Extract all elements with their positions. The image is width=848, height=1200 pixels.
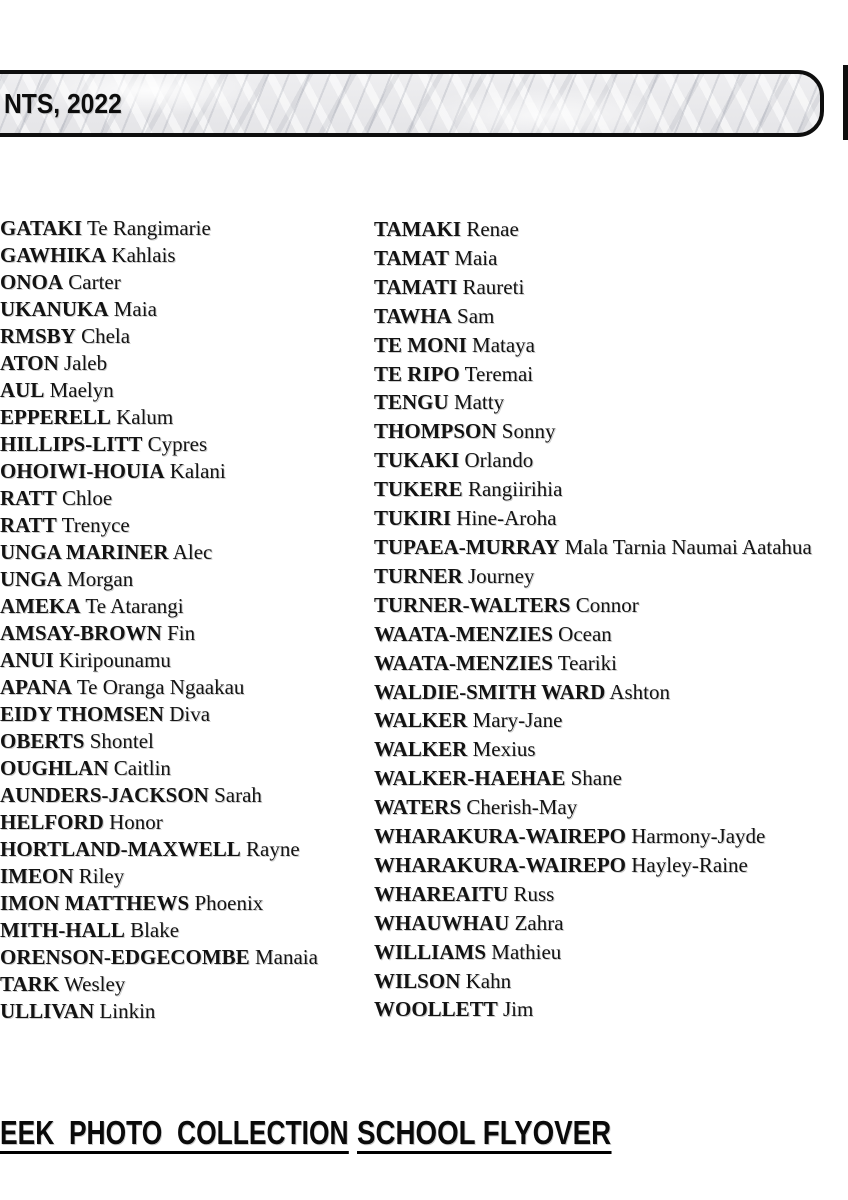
student-surname: WHAUWHAU [374,910,510,935]
student-entry [374,909,848,938]
student-given-name: Journey [467,563,535,588]
student-entry [0,647,372,674]
student-surname: THOMPSON [374,419,497,444]
student-surname: TENGU [374,390,449,415]
student-surname: WHARAKURA-WAIREPO [374,824,626,849]
student-given-name: Cypres [147,432,208,456]
student-entry [374,504,848,533]
student-surname: TAMATI [374,274,458,299]
student-given-name: Rayne [246,837,300,861]
student-surname: HORTLAND-MAXWELL [0,837,241,861]
student-surname: WALDIE-SMITH WARD [374,679,606,704]
student-entry [374,215,848,244]
student-given-name: Trenyce [61,513,130,537]
student-surname: EPPERELL [0,405,111,429]
student-surname: WHARAKURA-WAIREPO [374,852,626,877]
student-entry [374,793,848,822]
student-entry [0,809,372,836]
student-given-name: Connor [575,592,639,617]
student-entry [374,244,848,273]
student-entry [374,331,848,360]
student-entry [0,755,372,782]
student-entry [0,377,372,404]
student-given-name: Maia [454,245,498,270]
student-entry [0,242,372,269]
student-given-name: Carter [68,270,121,294]
student-entry [374,649,848,678]
student-surname: TUPAEA-MURRAY [374,534,560,559]
student-given-name: Kiripounamu [58,648,171,672]
student-given-name: Chela [81,324,131,348]
student-surname: GAWHIKA [0,243,107,267]
student-entry [0,593,372,620]
student-surname: ANUI [0,648,54,672]
student-given-name: Mataya [472,332,535,357]
student-surname: IMEON [0,864,74,888]
student-entry [374,446,848,475]
header-banner [0,70,824,137]
student-given-name: Teariki [557,650,617,675]
student-given-name: Blake [130,918,180,942]
student-given-name: Teremai [464,361,534,386]
student-given-name: Alec [172,540,213,564]
student-entry [374,880,848,909]
student-given-name: Mary-Jane [472,708,563,733]
student-surname: AUL [0,378,45,402]
student-surname: WATERS [374,795,462,820]
student-given-name: Te Atarangi [85,594,184,618]
footer-heading-school-flyover: SCHOOL FLYOVER [357,1116,611,1154]
student-surname: AUNDERS-JACKSON [0,783,209,807]
student-entry [0,620,372,647]
student-given-name: Maelyn [49,378,114,402]
student-given-name: Honor [109,810,163,834]
student-given-name: Sonny [501,419,556,444]
student-surname: ORENSON-EDGECOMBE [0,945,250,969]
student-entry [374,388,848,417]
student-list-left [0,215,372,1025]
student-given-name: Te Rangimarie [86,216,211,240]
student-given-name: Diva [169,702,211,726]
student-entry [0,512,372,539]
student-entry [0,431,372,458]
student-entry [0,674,372,701]
banner-title: NTS, 2022 [4,87,122,119]
student-surname: TURNER-WALTERS [374,592,571,617]
student-surname: WALKER-HAEHAE [374,766,566,791]
student-surname: WILSON [374,968,461,993]
student-entry [374,967,848,996]
student-entry [0,782,372,809]
student-surname: WILLIAMS [374,939,487,964]
student-entry [374,533,848,562]
student-surname: WHAREAITU [374,881,509,906]
student-entry [374,562,848,591]
student-given-name: Hine-Aroha [456,506,557,531]
student-given-name: Kalum [116,405,174,429]
student-given-name: Shontel [89,729,154,753]
student-surname: WAATA-MENZIES [374,650,553,675]
student-entry [374,475,848,504]
student-given-name: Morgan [67,567,134,591]
student-surname: HILLIPS-LITT [0,432,143,456]
student-given-name: Riley [78,864,125,888]
student-surname: TAMAKI [374,217,462,241]
student-surname: RATT [0,513,57,537]
student-entry [374,591,848,620]
student-given-name: Phoenix [194,891,264,915]
student-given-name: Sam [457,303,495,328]
student-entry [0,350,372,377]
student-surname: TARK [0,972,60,996]
student-surname: WALKER [374,708,468,733]
student-surname: MITH-HALL [0,918,125,942]
student-entry [0,458,372,485]
student-entry [374,822,848,851]
student-given-name: Maia [113,297,157,321]
student-surname: HELFORD [0,810,104,834]
student-entry [0,971,372,998]
student-given-name: Jaleb [63,351,108,375]
student-given-name: Wesley [64,972,126,996]
student-given-name: Caitlin [113,756,171,780]
student-given-name: Mala Tarnia Naumai Aatahua [564,534,812,559]
student-surname: ATON [0,351,59,375]
student-given-name: Fin [167,621,196,645]
student-given-name: Linkin [99,999,156,1023]
student-entry [0,296,372,323]
student-given-name: Hayley-Raine [631,852,748,877]
student-given-name: Zahra [514,910,564,935]
student-entry [374,735,848,764]
student-entry [0,863,372,890]
student-entry [374,273,848,302]
student-given-name: Chloe [62,486,113,510]
student-surname: WALKER [374,737,468,762]
student-given-name: Shane [570,766,622,791]
student-given-name: Mathieu [491,939,562,964]
student-entry [374,938,848,967]
student-surname: RATT [0,486,57,510]
student-surname: UNGA MARINER [0,540,169,564]
student-surname: ULLIVAN [0,999,95,1023]
student-given-name: Cherish-May [466,795,578,820]
student-entry [0,890,372,917]
student-entry [374,302,848,331]
student-entry [374,706,848,735]
student-entry [0,539,372,566]
student-given-name: Kahlais [111,243,176,267]
student-given-name: Harmony-Jayde [631,824,766,849]
student-surname: TUKERE [374,477,463,502]
student-surname: APANA [0,675,72,699]
student-entry [0,215,372,242]
student-entry [0,269,372,296]
student-surname: UNGA [0,567,62,591]
student-given-name: Russ [513,881,555,906]
student-entry [0,998,372,1025]
student-entry [374,360,848,389]
student-list-right [374,215,848,1024]
student-surname: OHOIWI-HOUIA [0,459,165,483]
student-entry [0,917,372,944]
student-given-name: Ashton [609,679,671,704]
student-surname: GATAKI [0,216,83,240]
student-given-name: Jim [502,997,534,1022]
student-surname: UKANUKA [0,297,109,321]
student-surname: WOOLLETT [374,997,498,1022]
student-given-name: Manaia [254,945,318,969]
student-entry [0,836,372,863]
student-entry [374,620,848,649]
student-surname: TE RIPO [374,361,460,386]
student-given-name: Ocean [558,621,612,646]
student-surname: TE MONI [374,332,467,357]
student-entry [0,728,372,755]
student-surname: IMON MATTHEWS [0,891,190,915]
student-given-name: Sarah [214,783,262,807]
student-surname: EIDY THOMSEN [0,702,164,726]
student-entry [0,404,372,431]
student-entry [374,995,848,1024]
student-surname: TUKIRI [374,506,452,531]
student-surname: TURNER [374,563,463,588]
student-given-name: Mexius [472,737,536,762]
student-given-name: Kalani [169,459,226,483]
student-given-name: Orlando [464,448,534,473]
student-entry [0,323,372,350]
student-given-name: Kahn [465,968,512,993]
student-given-name: Te Oranga Ngaakau [76,675,245,699]
footer-heading-photo-collection: EEK PHOTO COLLECTION [0,1116,349,1154]
student-given-name: Matty [453,390,505,415]
adjacent-banner-edge [843,65,848,140]
student-entry [374,764,848,793]
student-surname: RMSBY [0,324,76,348]
student-entry [0,566,372,593]
student-surname: OUGHLAN [0,756,109,780]
student-surname: TUKAKI [374,448,460,473]
student-surname: WAATA-MENZIES [374,621,553,646]
student-entry [374,851,848,880]
student-given-name: Rangiirihia [467,477,563,502]
student-given-name: Raureti [462,274,525,299]
student-surname: TAWHA [374,303,452,328]
student-surname: TAMAT [374,245,450,270]
student-surname: ONOA [0,270,63,294]
student-entry [0,944,372,971]
student-entry [374,417,848,446]
student-entry [374,678,848,707]
student-entry [0,701,372,728]
student-entry [0,485,372,512]
student-surname: AMEKA [0,594,81,618]
student-given-name: Renae [466,217,519,241]
student-surname: OBERTS [0,729,85,753]
student-surname: AMSAY-BROWN [0,621,162,645]
